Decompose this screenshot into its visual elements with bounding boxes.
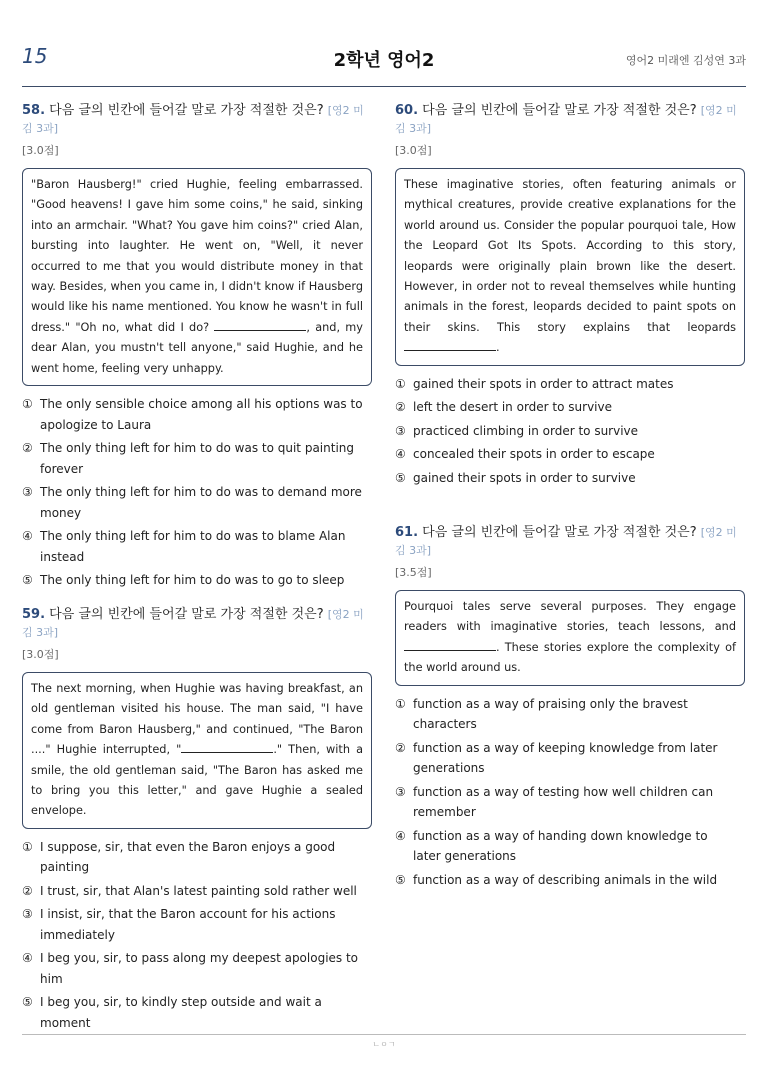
option-5[interactable] [22,992,372,1033]
option-text: I trust, sir, that Alan's latest painting sold rather well [40,883,357,898]
question-heading [22,606,372,642]
question-points: [3.5점] [395,566,432,579]
option-text: gained their spots in order to attract mates [413,376,674,391]
option-mark: ③ [22,485,33,500]
option-mark: ④ [395,828,406,843]
options-list [22,837,372,1034]
question-58 [22,102,372,594]
passage-text-after: ." Then, with a smile, the old gentleman said, "The Baron has asked me to bring you this letter," and gave Hughie a sealed envelope. [31,743,363,818]
passage-text-before: The next morning, when Hughie was having breakfast, an old gentleman visited his house. The man said, "I have come from Baron Hausberg," and continued, "The Baron ...." Hughie interrupted, " [31,682,363,757]
option-3[interactable] [22,904,372,945]
question-61 [395,524,745,893]
page-meta: 영어2 미래엔 김성연 3과 [625,54,746,67]
question-points: [3.0점] [22,144,59,157]
option-mark: ③ [395,423,406,438]
page-number: 15 [22,44,48,68]
option-text: function as a way of testing how well children can remember [413,784,714,820]
option-3[interactable] [395,782,745,823]
passage-text-after: , and, my dear Alan, you mustn't tell anyone," said Hughie, and he went home, feeling very unhappy. [31,320,363,375]
option-2[interactable] [395,397,745,418]
option-mark: ④ [395,447,406,462]
option-mark: ③ [395,784,406,799]
option-mark: ① [22,397,33,412]
passage-text-before: Pourquoi tales serve several purposes. They engage readers with imaginative stories, teach lessons, and [404,600,736,634]
passage-box [22,168,372,386]
option-text: The only sensible choice among all his options was to apologize to Laura [40,397,363,432]
option-3[interactable] [395,421,745,442]
option-mark: ④ [22,951,33,966]
passage-text-after: . These stories explore the complexity of the world around us. [404,640,736,675]
option-text: function as a way of keeping knowledge from later generations [413,740,718,776]
option-4[interactable] [22,948,372,989]
question-heading [395,102,745,138]
question-points: [3.0점] [395,144,432,157]
answer-blank [404,338,496,351]
option-text: I suppose, sir, that even the Baron enjoys a good painting [40,839,336,875]
option-3[interactable] [22,482,372,523]
option-text: The only thing left for him to do was to quit painting forever [40,441,354,476]
option-text: I beg you, sir, to kindly step outside and wait a moment [40,995,322,1030]
option-2[interactable] [22,881,372,902]
option-1[interactable] [22,837,372,878]
question-60 [395,102,745,491]
option-4[interactable] [395,826,745,867]
footer-divider [22,1034,746,1035]
option-text: The only thing left for him to do was to demand more money [40,485,362,520]
option-text: I insist, sir, that the Baron account for his actions immediately [40,907,336,942]
question-prompt: 다음 글의 빈칸에 들어갈 말로 가장 적절한 것은? [49,103,324,118]
footer-mark: ㄴㅇㄱ [372,1040,396,1049]
option-text: concealed their spots in order to escape [413,447,655,462]
question-prompt: 다음 글의 빈칸에 들어갈 말로 가장 적절한 것은? [49,607,324,622]
option-text: The only thing left for him to do was to go to sleep [40,573,345,588]
option-text: gained their spots in order to survive [413,470,636,485]
passage-box [22,672,372,829]
option-text: I beg you, sir, to pass along my deepest apologies to him [40,951,359,986]
answer-blank [214,318,306,331]
option-mark: ③ [22,907,33,922]
option-1[interactable] [22,394,372,435]
option-mark: ⑤ [22,995,33,1010]
page-title: 2학년 영어2 [333,50,435,71]
answer-blank [404,638,496,651]
answer-blank [181,740,273,753]
passage-text-before: These imaginative stories, often featuring animals or mythical creatures, provide creative explanations for the world around us. Consider the popular pourquoi tale, How the Leopard Got Its Spots. According to this story, leopards were originally plain brown like the desert. However, in order not to reveal themselves while hunting animals in the forest, leopards decided to paint spots on their skins. This story explains that leopards [404,178,736,334]
option-mark: ① [395,376,406,391]
option-mark: ① [395,696,406,711]
option-2[interactable] [22,438,372,479]
option-mark: ② [395,400,406,415]
option-mark: ⑤ [22,573,33,588]
passage-box [395,168,745,366]
option-text: function as a way of praising only the bravest characters [413,696,688,732]
option-mark: ① [22,839,33,854]
question-prompt: 다음 글의 빈칸에 들어갈 말로 가장 적절한 것은? [422,525,697,540]
option-text: function as a way of handing down knowledge to later generations [413,828,708,864]
option-text: The only thing left for him to do was to blame Alan instead [40,529,346,564]
passage-text-after: . [496,341,500,355]
question-tag: [영2 미김 3과] [22,104,364,135]
option-5[interactable] [395,468,745,489]
option-4[interactable] [22,526,372,567]
question-tag: [영2 미김 3과] [395,104,737,135]
option-text: function as a way of describing animals in the wild [413,872,718,887]
option-text: practiced climbing in order to survive [413,423,639,438]
options-list [22,394,372,591]
option-mark: ⑤ [395,872,406,887]
question-number: 59. [22,607,46,622]
question-heading [22,102,372,138]
option-mark: ② [395,740,406,755]
option-4[interactable] [395,444,745,465]
question-prompt: 다음 글의 빈칸에 들어갈 말로 가장 적절한 것은? [422,103,697,118]
page-header [22,44,746,87]
option-5[interactable] [22,570,372,591]
question-59 [22,606,372,1036]
question-heading [395,524,745,560]
options-list [395,694,745,891]
passage-text-before: "Baron Hausberg!" cried Hughie, feeling embarrassed. "Good heavens! I gave him some coins," he said, sinking into an armchair. "What? You gave him coins?" cried Alan, bursting into laughter. He went on, "Well, it never occurred to me that you would distribute money in that way. Besides, when you came in, I didn't know if Hausberg would like his name mentioned. You know he wasn't in full dress." "Oh no, what did I do? [31,178,363,334]
option-mark: ② [22,883,33,898]
option-5[interactable] [395,870,745,891]
question-tag: [영2 미김 3과] [22,608,364,639]
passage-box [395,590,745,686]
question-tag: [영2 미김 3과] [395,526,737,557]
question-number: 61. [395,525,419,540]
options-list [395,374,745,489]
option-mark: ② [22,441,33,456]
option-2[interactable] [395,738,745,779]
option-1[interactable] [395,374,745,395]
option-text: left the desert in order to survive [413,400,612,415]
option-mark: ⑤ [395,470,406,485]
question-points: [3.0점] [22,648,59,661]
question-number: 60. [395,103,419,118]
question-number: 58. [22,103,46,118]
option-mark: ④ [22,529,33,544]
option-1[interactable] [395,694,745,735]
